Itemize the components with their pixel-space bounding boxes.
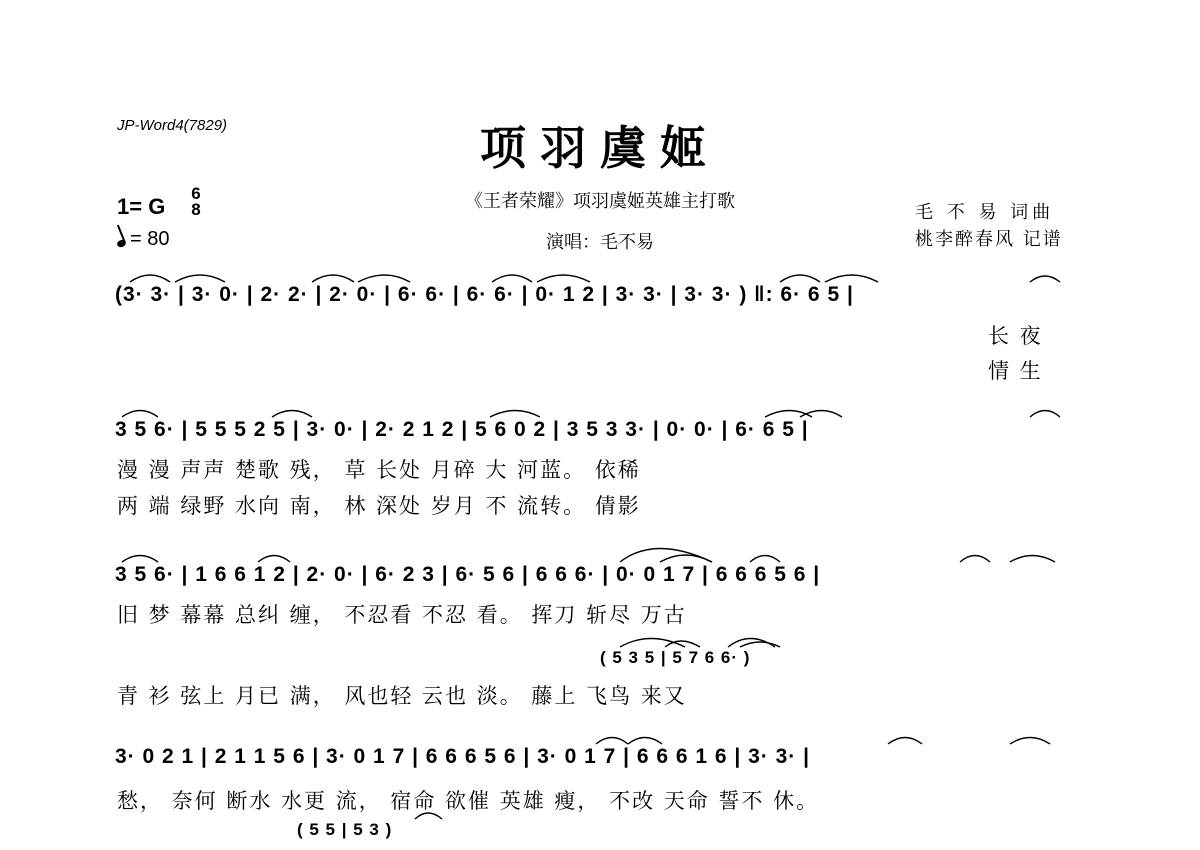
slur bbox=[888, 738, 922, 745]
slur bbox=[780, 275, 820, 282]
slur bbox=[490, 411, 540, 418]
interlude-3: ( 5 3 5 | 5 7 6 6· ) bbox=[600, 648, 751, 667]
time-signature bbox=[186, 186, 206, 218]
slur bbox=[800, 411, 842, 418]
lyric-line-2a: 漫 漫 声声 楚歌 残， 草 长处 月碎 大 河蓝。 依稀 bbox=[117, 458, 641, 482]
software-label: JP-Word4(7829) bbox=[117, 117, 228, 134]
singer-credit: 演唱：毛不易 bbox=[546, 232, 654, 253]
slur bbox=[960, 556, 990, 563]
slur bbox=[1030, 411, 1060, 418]
slur bbox=[312, 275, 354, 282]
slur bbox=[1010, 738, 1050, 745]
slur bbox=[665, 641, 700, 647]
slur bbox=[628, 738, 662, 745]
slur bbox=[825, 275, 878, 282]
slur bbox=[492, 275, 532, 282]
slur bbox=[750, 556, 780, 563]
slur bbox=[258, 556, 290, 563]
slur bbox=[122, 556, 158, 563]
time-signature-numerator: 6 bbox=[191, 184, 201, 203]
song-subtitle: 《王者荣耀》项羽虞姬英雄主打歌 bbox=[465, 191, 735, 212]
slur bbox=[1030, 276, 1060, 282]
lyric-line-4: 愁， 奈何 断水 水更 流， 宿命 欲催 英雄 瘦， 不改 天命 誓不 休。 bbox=[117, 789, 820, 813]
lyric-line-1b: 情 生 bbox=[988, 359, 1043, 383]
slur bbox=[660, 555, 712, 562]
key-signature: 1= G bbox=[117, 194, 166, 219]
slur bbox=[537, 275, 590, 282]
transcriber-credit: 桃李醉春风 记谱 bbox=[915, 229, 1063, 250]
slur bbox=[175, 275, 225, 282]
score-line-3: 3 5 6· | 1 6 6 1 2 | 2· 0· | 6· 2 3 | 6· 5 6 | 6 6 6· | 0· 0 1 7 | 6 6 6 5 6 | bbox=[115, 563, 821, 586]
tempo-value: = 80 bbox=[130, 228, 170, 250]
score-line-1: (3· 3· | 3· 0· | 2· 2· | 2· 0· | 6· 6· | 6· 6· | 0· 1 2 | 3· 3· | 3· 3· ) ‖: 6· 6 5 | bbox=[115, 283, 854, 306]
tempo-marking bbox=[117, 228, 169, 251]
score-line-4: 3· 0 2 1 | 2 1 1 5 6 | 3· 0 1 7 | 6 6 6 5 6 | 3· 0 1 7 | 6 6 6 1 6 | 3· 3· | bbox=[115, 745, 810, 768]
slur bbox=[358, 275, 410, 282]
slur bbox=[620, 549, 712, 563]
score-line-2: 3 5 6· | 5 5 5 2 5 | 3· 0· | 2· 2 1 2 | 5 6 0 2 | 3 5 3 3· | 0· 0· | 6· 6 5 | bbox=[115, 418, 809, 441]
slur bbox=[740, 642, 780, 647]
slur bbox=[596, 738, 628, 745]
song-title: 项羽虞姬 bbox=[480, 121, 720, 175]
slur bbox=[122, 411, 158, 418]
slur bbox=[765, 411, 812, 418]
composer-credit: 毛 不 易 词曲 bbox=[915, 202, 1055, 223]
interlude-4: ( 5 5 | 5 3 ) bbox=[297, 820, 393, 839]
slur bbox=[130, 275, 170, 282]
lyric-line-3b: 青 衫 弦上 月已 满， 风也轻 云也 淡。 藤上 飞鸟 来又 bbox=[117, 684, 687, 708]
slur bbox=[620, 639, 685, 648]
slur bbox=[1010, 556, 1055, 563]
lyric-line-1a: 长 夜 bbox=[988, 324, 1043, 348]
slur bbox=[728, 639, 775, 648]
time-signature-denominator: 8 bbox=[191, 200, 201, 219]
lyric-line-2b: 两 端 绿野 水向 南， 林 深处 岁月 不 流转。 倩影 bbox=[117, 494, 641, 518]
slur bbox=[272, 411, 312, 418]
lyric-line-3a: 旧 梦 幕幕 总纠 缠， 不忍看 不忍 看。 挥刀 斩尽 万古 bbox=[117, 603, 687, 627]
quarter-note-icon bbox=[116, 239, 127, 249]
